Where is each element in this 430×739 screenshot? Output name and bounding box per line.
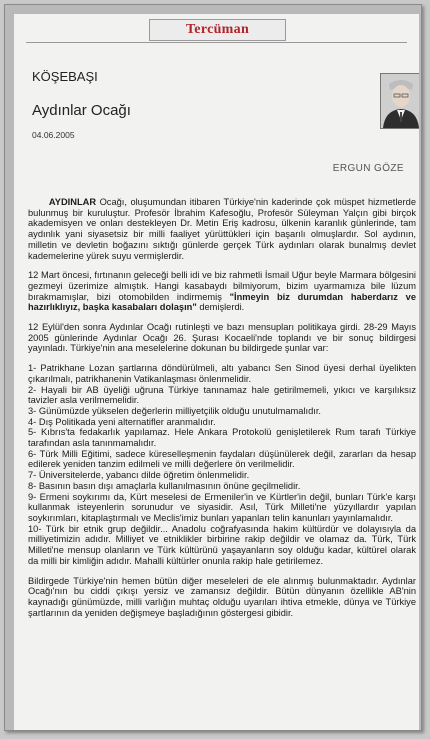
newspaper-masthead: Tercüman bbox=[149, 19, 286, 41]
clipping-frame bbox=[4, 4, 422, 731]
lead-word: AYDINLAR bbox=[48, 197, 97, 207]
paragraph-2-quote: "İnmeyin biz durumdan haberdarız ve hazırlıklıyız, başka kasabaları dolaşın" bbox=[28, 291, 416, 313]
list-item: 3- Günümüzde yükselen değerlerin milliyetçilik olduğu unutulmamalıdır. bbox=[28, 405, 321, 416]
paragraph-2-text: 12 Mart öncesi, fırtınanın geleceği belli idi ve biz rahmetli İsmail Uğur beyle Marmara bölgesini gezmeyi üzerimize almıştık. Hangi kasabaydı bilmiyorum, bizim uyarmamıza bile lüzum bırakmamışlar, bizi otomobilden indirmemiş bbox=[28, 270, 416, 302]
list-item: 7- Üniversitelerde, yabancı dilde öğretim önlenmelidir. bbox=[28, 470, 250, 481]
paragraph-3: 12 Eylül'den sonra Aydınlar Ocağı rutinleşti ve bazı mensupları politikaya girdi. 28-29 Mayıs 2005 günlerinde Aydınlar Ocağı 26. Şurası Kocaeli'nde toplandı ve bir sonuç bildirgesi yayınladı. Türkiye'nin ana meselelerine dokunan bu bildirgede şunlar var: bbox=[28, 322, 416, 354]
author-photo bbox=[380, 73, 419, 129]
author-name: ERGUN GÖZE bbox=[332, 163, 404, 174]
masthead-rule bbox=[26, 42, 407, 43]
list-item: 10- Türk bir etnik grup değildir... Anadolu coğrafyasında hakim kültürdür ve dolayısıyla da milliyetimizin adıdır. Milliyet ve etniklikler birbirine rakip değildir ve olamaz da. Türk, Türk Milleti'ne mensup olanların ve Türk kültürünü yaşayanların soy olduğu kadar, kültürel olarak da milli bir kimliğin adıdır. Mahalli kültürler onunla rakip hale getirilemez. bbox=[28, 523, 416, 566]
newspaper-clipping bbox=[14, 14, 419, 730]
author-portrait-icon bbox=[381, 74, 419, 128]
list-item: 5- Kıbrıs'ta fedakarlık yapılamaz. Hele Ankara Protokolü genişletilerek Rum tarafı Türkiye tarafından asla tanınmamalıdır. bbox=[28, 427, 416, 449]
declaration-list bbox=[28, 363, 416, 566]
paragraph-2-tail: demişlerdi. bbox=[196, 302, 245, 313]
article-date: 04.06.2005 bbox=[32, 130, 75, 140]
section-label: KÖŞEBAŞI bbox=[32, 69, 98, 84]
paragraph-2 bbox=[28, 270, 416, 313]
paragraph-5: Bildirgede Türkiye'nin hemen bütün diğer meseleleri de ele alınmış bulunmaktadır. Aydınlar Ocağı'nın bu ciddi çıkışı yersiz ve zamansız değildir. Bütün dünyanın özellikle AB'nin kaynadığı günümüzde, milli varlığın muhtaç olduğu uyarıları ihtiva etmekle, dünya ve Türkiye şartlarının da yeniden değişmeye başladığının göstergesi gibidir. bbox=[28, 575, 416, 618]
list-item: 8- Basının basın dışı amaçlarla kullanılmasının önüne geçilmelidir. bbox=[28, 480, 301, 491]
list-item: 2- Hayali bir AB üyeliği uğruna Türkiye tanınamaz hale getirilmemeli, yıkıcı ve karşılıksız tavizler asla verilmemelidir. bbox=[28, 384, 416, 406]
list-item: 6- Türk Milli Eğitimi, sadece küreselleşmenin faydaları düşünülerek değil, zararları da hesap edilerek yeniden tanzim edilmeli ve milli değerlere ön verilmelidir. bbox=[28, 448, 416, 470]
list-item: 4- Dış Politikada yeni alternatifler aranmalıdır. bbox=[28, 416, 216, 427]
article-body bbox=[28, 197, 416, 618]
list-item: 1- Patrikhane Lozan şartlarına döndürülmeli, altı yabancı Sen Sinod üyesi derhal üyelikten çıkarılmalı, patrikhanenin Vatikanlaşması önlenmelidir. bbox=[28, 363, 416, 384]
list-item: 9- Ermeni soykırımı da, Kürt meselesi de Ermeniler'in ve Kürtler'in değil, bunları Türk'e karşı kullanmak isteyenlerin sorunudur ve siyasidir. Asıl, Türk Milleti'ne yüzyıllardır yapılan soykırımları, kitaplaştırmalı ve Meclis'imiz bunları yapanları telin kanunları yayınlamalıdır. bbox=[28, 491, 416, 523]
paragraph-1 bbox=[28, 197, 416, 261]
article-title: Aydınlar Ocağı bbox=[32, 102, 131, 119]
paragraph-1-text: Ocağı, oluşumundan itibaren Türkiye'nin kaderinde çok müspet hizmetlerde bulunmuş bir kuruluştur. Profesör İbrahim Kafesoğlu, Profesör Süleyman Yalçın gibi birçok akademisyen ve onları destekleyen Dr. Metin Eriş kadrosu, ülkenin karanlık günlerinde, tam aydınlık yani siyasetsiz bir milli faaliyet yürüttükleri için başarılı olmuşlardır. Sol aydının, milletin ve devletin boğazını sıktığı günlerde gerçek Türk aydınları olarak bunalmış devlet kademelerine yürek suyu vermişlerdir. bbox=[28, 197, 416, 261]
